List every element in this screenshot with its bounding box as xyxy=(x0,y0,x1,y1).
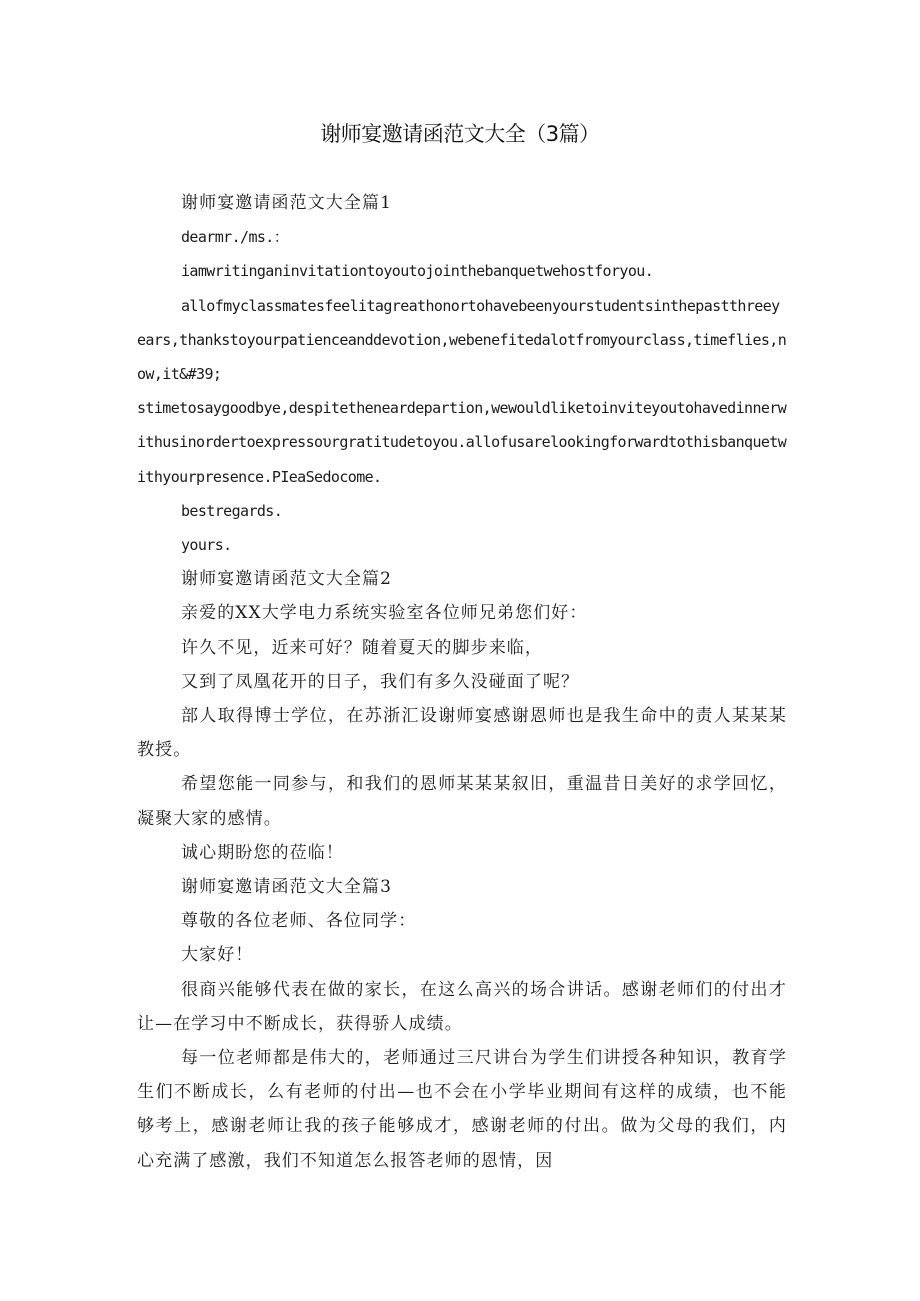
paragraph: 大家好！ xyxy=(181,945,254,966)
paragraph: stimetosaygoodbye,despitetheneardepartion,wewouldliketoinviteyoutohavedinnerwithusinordertoexpressoυrgratitudetoyou.allofusarelookingforwardtothisbanquetwithyourpresence.PIeaSedocome. xyxy=(137,399,787,486)
document-title: 谢师宴邀请函范文大全（3篇） xyxy=(320,122,600,146)
paragraph: 每一位老师都是伟大的，老师通过三尺讲台为学生们讲授各种知识，教育学生们不断成长，么有老师的付出—也不会在小学毕业期间有这样的成绩，也不能够考上，感谢老师让我的孩子能够成才，感谢老师的付出。做为父母的我们，内心充满了感激，我们不知道怎么报答老师的恩情，因 xyxy=(137,1048,787,1171)
paragraph: 许久不见，近来可好？随着夏天的脚步来临， xyxy=(181,637,543,658)
paragraph: 部人取得博士学位，在苏浙汇设谢师宴感谢恩师也是我生命中的责人某某某教授。 xyxy=(137,706,787,761)
paragraph: 又到了凤凰花开的日子，我们有多久没碰面了呢？ xyxy=(181,671,580,692)
section-heading: 谢师宴邀请函范文大全篇2 xyxy=(181,569,393,590)
paragraph: dearmr./ms.： xyxy=(181,228,289,247)
paragraph: bestregards. xyxy=(181,501,283,520)
paragraph: iamwritinganinvitationtoyoutojointhebanquetwehostforyou. xyxy=(181,262,654,281)
paragraph: 很商兴能够代表在做的家长，在这么高兴的场合讲话。感谢老师们的付出才让—在学习中不断成长，获得骄人成绩。 xyxy=(137,979,787,1034)
paragraph: yours. xyxy=(181,536,232,555)
paragraph: 亲爱的XX大学电力系统实验室各位师兄弟您们好： xyxy=(181,603,588,624)
paragraph: 希望您能一同参与，和我们的恩师某某某叙旧，重温昔日美好的求学回忆，凝聚大家的感情。 xyxy=(137,774,787,829)
document-body xyxy=(137,186,787,1178)
paragraph: 诚心期盼您的莅临！ xyxy=(181,842,344,863)
section-heading: 谢师宴邀请函范文大全篇3 xyxy=(181,877,393,898)
paragraph: allofmyclassmatesfeelitagreathonortohavebeenyourstudentsinthepastthreeyears,thankstoyourpatienceanddevotion,webenefitedalotfromyourclass,timeflies,now,it&#39; xyxy=(137,296,787,384)
section-heading: 谢师宴邀请函范文大全篇1 xyxy=(181,193,393,213)
paragraph: 尊敬的各位老师、各位同学： xyxy=(181,911,417,932)
